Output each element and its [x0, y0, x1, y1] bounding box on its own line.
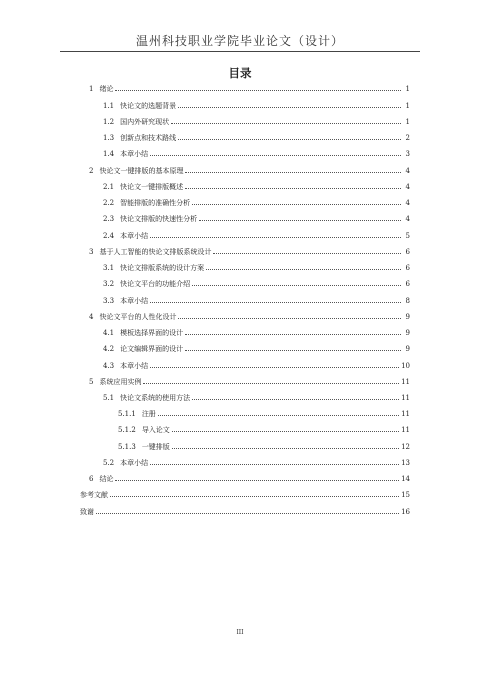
toc-entry-label — [118, 426, 172, 434]
toc-entry[interactable] — [80, 390, 410, 402]
toc-entry-title: 快论文排版的快速性分析 — [120, 215, 198, 223]
toc-entry-number: 1.4 — [103, 150, 115, 158]
toc-entry-page: 3 — [405, 150, 410, 158]
toc-entry[interactable] — [80, 163, 410, 175]
toc-entry-page: 12 — [401, 443, 410, 451]
toc-dot-leader — [185, 350, 401, 351]
toc-entry-label — [103, 134, 178, 142]
toc-entry[interactable] — [80, 244, 410, 256]
toc-entry-title: 快论文排版系统的设计方案 — [120, 264, 205, 272]
toc-entry[interactable] — [80, 374, 410, 386]
toc-entry-title: 创新点和技术路线 — [120, 134, 177, 142]
toc-entry[interactable] — [80, 293, 410, 305]
toc-entry-page: 6 — [405, 280, 410, 288]
toc-entry[interactable] — [80, 179, 410, 191]
toc-entry-number: 2.3 — [103, 215, 115, 223]
toc-entry-title: 快论文的选题背景 — [120, 102, 177, 110]
toc-entry-label — [118, 410, 158, 418]
toc-entry-title: 基于人工智能的快论文排版系统设计 — [99, 248, 212, 256]
toc-entry-title: 国内外研究现状 — [120, 118, 170, 126]
toc-entry-page: 11 — [401, 394, 410, 402]
toc-entry[interactable] — [80, 504, 410, 516]
toc-dot-leader — [213, 253, 401, 254]
toc-entry-title: 一键排版 — [141, 443, 170, 451]
toc-entry[interactable] — [80, 455, 410, 467]
toc-entry-page: 9 — [405, 345, 410, 353]
toc-entry-label — [103, 232, 150, 240]
toc-entry-number: 4.1 — [103, 329, 115, 337]
toc-entry-page: 1 — [405, 102, 410, 110]
toc-dot-leader — [172, 431, 399, 432]
toc-entry-title: 本章小结 — [120, 459, 149, 467]
toc-entry-label — [80, 508, 96, 516]
toc-entry-label — [103, 264, 206, 272]
toc-entry-number: 2.4 — [103, 232, 115, 240]
toc-dot-leader — [110, 496, 399, 497]
toc-title: 目录 — [228, 66, 252, 80]
toc-dot-leader — [115, 480, 399, 481]
toc-entry[interactable] — [80, 98, 410, 110]
toc-entry-label — [103, 280, 192, 288]
toc-entry-number: 4.3 — [103, 362, 115, 370]
toc-entry[interactable] — [80, 114, 410, 126]
toc-entry-title: 系统应用实例 — [99, 378, 142, 386]
toc-dot-leader — [192, 399, 399, 400]
toc-entry-page: 4 — [405, 199, 410, 207]
toc-entry[interactable] — [80, 358, 410, 370]
toc-entry[interactable] — [80, 471, 410, 483]
toc-dot-leader — [192, 285, 401, 286]
toc-entry-page: 13 — [401, 459, 410, 467]
toc-entry-label — [103, 345, 185, 353]
toc-entry-number: 3.2 — [103, 280, 115, 288]
toc-entry-title: 论文编辑界面的设计 — [120, 345, 184, 353]
toc-entry[interactable] — [80, 211, 410, 223]
toc-entry-number: 5.1 — [103, 394, 115, 402]
header-rule — [60, 51, 420, 52]
toc-entry-page: 6 — [405, 264, 410, 272]
toc-entry-label — [103, 183, 185, 191]
toc-entry-label — [103, 329, 185, 337]
toc-entry-page: 6 — [405, 248, 410, 256]
toc-entry[interactable] — [80, 195, 410, 207]
toc-entry-number: 5.1.3 — [118, 443, 136, 451]
toc-dot-leader — [185, 172, 401, 173]
toc-entry[interactable] — [80, 276, 410, 288]
toc-dot-leader — [185, 188, 401, 189]
toc-entry-label — [103, 362, 150, 370]
toc-entry-title: 快论文一键排版概述 — [120, 183, 184, 191]
toc-entry-number: 4.2 — [103, 345, 115, 353]
toc-entry-number: 4 — [89, 313, 94, 321]
toc-entry-label — [103, 118, 171, 126]
toc-entry[interactable] — [80, 487, 410, 499]
toc-entry[interactable] — [80, 130, 410, 142]
toc-entry-label — [89, 378, 143, 386]
toc-entry-page: 8 — [405, 297, 410, 305]
toc-dot-leader — [143, 383, 399, 384]
toc-entry-title: 模板选择界面的设计 — [120, 329, 184, 337]
toc-entry-label — [89, 475, 115, 483]
toc-entry-title: 注册 — [141, 410, 156, 418]
toc-entry-page: 1 — [405, 85, 410, 93]
toc-entry-title: 本章小结 — [120, 232, 149, 240]
toc-entry-title: 导入论文 — [141, 426, 170, 434]
toc-dot-leader — [206, 269, 401, 270]
toc-entry-page: 9 — [405, 329, 410, 337]
toc-entry-title: 绪论 — [99, 85, 114, 93]
toc-entry-label — [103, 297, 150, 305]
toc-entry-title: 参考文献 — [80, 491, 108, 499]
toc-entry-title: 本章小结 — [120, 362, 149, 370]
toc-entry-title: 结论 — [99, 475, 114, 483]
toc-entry-number: 5.2 — [103, 459, 115, 467]
toc-entry-label — [103, 394, 192, 402]
toc-entry-label — [103, 150, 150, 158]
toc-dot-leader — [178, 139, 401, 140]
toc-dot-leader — [178, 318, 401, 319]
toc-entry-number: 3.3 — [103, 297, 115, 305]
toc-dot-leader — [96, 513, 399, 514]
toc-entry-number: 2.2 — [103, 199, 115, 207]
toc-entry-number: 1.1 — [103, 102, 115, 110]
page-header: 温州科技职业学院毕业论文（设计） — [135, 34, 344, 48]
toc-dot-leader — [150, 155, 401, 156]
toc-entry-label — [80, 491, 110, 499]
toc-entry-label — [103, 199, 192, 207]
toc-entry-page: 4 — [405, 183, 410, 191]
toc-entry-title: 致谢 — [80, 508, 94, 516]
toc-entry[interactable] — [80, 81, 410, 93]
toc-entry-page: 14 — [401, 475, 410, 483]
toc-dot-leader — [150, 237, 401, 238]
toc-entry-number: 1 — [89, 85, 94, 93]
toc-entry-title: 快论文平台的人性化设计 — [99, 313, 177, 321]
toc-entry-page: 2 — [405, 134, 410, 142]
toc-entry-title: 快论文一键排版的基本原理 — [99, 167, 184, 175]
toc-entry-page: 11 — [401, 410, 410, 418]
toc-dot-leader — [150, 302, 401, 303]
toc-entry[interactable] — [80, 146, 410, 158]
toc-entry-number: 5.1.1 — [118, 410, 136, 418]
toc-entry-page: 10 — [401, 362, 410, 370]
toc-dot-leader — [150, 367, 399, 368]
toc-entry-label — [103, 215, 199, 223]
toc-entry-page: 4 — [405, 167, 410, 175]
toc-entry-title: 快论文系统的使用方法 — [120, 394, 191, 402]
toc-entry[interactable] — [80, 439, 410, 451]
toc-entry-page: 9 — [405, 313, 410, 321]
toc-dot-leader — [192, 204, 401, 205]
toc-entry-label — [89, 248, 213, 256]
toc-dot-leader — [158, 415, 399, 416]
toc-entry[interactable] — [80, 260, 410, 272]
toc-dot-leader — [115, 90, 401, 91]
toc-entry[interactable] — [80, 309, 410, 321]
toc-entry-label — [89, 85, 115, 93]
toc-entry-page: 11 — [401, 378, 410, 386]
toc-entry[interactable] — [80, 325, 410, 337]
toc-entry-label — [89, 167, 185, 175]
toc-dot-leader — [185, 334, 401, 335]
toc-entry-number: 3 — [89, 248, 94, 256]
toc-entry-title: 本章小结 — [120, 297, 149, 305]
toc-dot-leader — [171, 123, 401, 124]
toc-entry-label — [103, 102, 178, 110]
toc-entry-number: 5 — [89, 378, 94, 386]
toc-entry-number: 2.1 — [103, 183, 115, 191]
toc-entry-label — [118, 443, 172, 451]
toc-dot-leader — [172, 448, 399, 449]
toc-entry-number: 5.1.2 — [118, 426, 136, 434]
toc-dot-leader — [199, 220, 401, 221]
toc-entry-page: 1 — [405, 118, 410, 126]
toc-entry-title: 本章小结 — [120, 150, 149, 158]
toc-entry-page: 16 — [401, 508, 410, 516]
toc-entry-number: 6 — [89, 475, 94, 483]
toc-entry[interactable] — [80, 341, 410, 353]
toc-entry-number: 1.3 — [103, 134, 115, 142]
toc-entry-label — [89, 313, 178, 321]
toc-dot-leader — [178, 107, 401, 108]
toc-entry-page: 4 — [405, 215, 410, 223]
toc-entry[interactable] — [80, 422, 410, 434]
toc-entry-title: 智能排版的准确性分析 — [120, 199, 191, 207]
page-number: III — [236, 629, 244, 636]
toc-dot-leader — [150, 464, 399, 465]
toc-entry[interactable] — [80, 228, 410, 240]
toc-entry-number: 2 — [89, 167, 94, 175]
toc-entry-number: 3.1 — [103, 264, 115, 272]
toc-entry-page: 5 — [405, 232, 410, 240]
toc-entry[interactable] — [80, 406, 410, 418]
toc-entry-page: 15 — [401, 491, 410, 499]
toc-entry-number: 1.2 — [103, 118, 115, 126]
toc-entry-page: 11 — [401, 426, 410, 434]
toc-entry-label — [103, 459, 150, 467]
toc-entry-title: 快论文平台的功能介绍 — [120, 280, 191, 288]
